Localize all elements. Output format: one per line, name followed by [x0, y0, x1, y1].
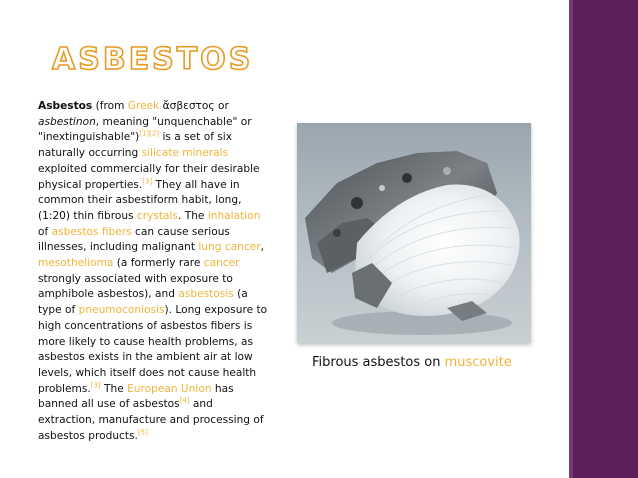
- ref-3[interactable]: [3]: [142, 176, 153, 185]
- ref-5[interactable]: [5]: [137, 428, 148, 437]
- article-paragraph: [38, 99, 270, 444]
- link-lung-cancer[interactable]: lung cancer: [198, 241, 261, 254]
- text-span: (from: [92, 100, 128, 112]
- text-span: The: [100, 382, 128, 395]
- ref-4[interactable]: [4]: [179, 396, 190, 405]
- link-muscovite[interactable]: muscovite: [444, 355, 512, 370]
- text-span: , meaning "unquenchable" or "inextinguishable"): [38, 115, 252, 144]
- link-greek[interactable]: Greek: [127, 100, 160, 112]
- text-span: is a set of six naturally occurring: [38, 131, 233, 160]
- text-span: has banned all use of asbestos: [38, 382, 234, 411]
- text-span: exploited commercially for their desirable physical properties.: [38, 162, 260, 191]
- ref-3b[interactable]: [3]: [90, 381, 101, 390]
- link-asbestos-fibers[interactable]: asbestos fibers: [51, 225, 132, 238]
- asbestos-photo: [297, 123, 531, 343]
- text-span: . The: [178, 209, 208, 222]
- slide-right-band: [569, 0, 638, 478]
- text-span: ἄσβεστος or: [159, 100, 229, 112]
- link-european-union[interactable]: European Union: [127, 382, 212, 395]
- text-span: can cause serious illnesses, including malignant: [38, 225, 230, 254]
- text-span: strongly associated with exposure to amphibole asbestos), and: [38, 272, 233, 301]
- figure-caption: [312, 355, 512, 370]
- ref-1-2[interactable]: [1][2]: [139, 129, 160, 138]
- link-mesothelioma[interactable]: mesothelioma: [38, 257, 114, 270]
- text-span: ,: [260, 241, 264, 254]
- slide-title: ASBESTOS: [52, 42, 254, 77]
- link-crystals[interactable]: crystals: [136, 209, 178, 222]
- text-span: and extraction, manufacture and processing of asbestos products.: [38, 398, 264, 442]
- term-asbestos: Asbestos: [38, 100, 93, 112]
- term-asbestinon: asbestinon: [38, 115, 96, 128]
- link-inhalation[interactable]: inhalation: [207, 209, 261, 222]
- text-span: ). Long exposure to high concentrations of asbestos fibers is more likely to cause health problems, as asbestos exists in the ambient air at low levels, which itself does not cause health problems.: [38, 304, 268, 395]
- text-span: (a formerly rare: [113, 257, 204, 270]
- link-cancer[interactable]: cancer: [203, 257, 240, 270]
- asbestos-mineral-photo-icon: [297, 123, 531, 343]
- link-pneumoconiosis[interactable]: pneumoconiosis: [78, 304, 165, 317]
- link-silicate-minerals[interactable]: silicate minerals: [141, 147, 229, 160]
- text-span: of: [38, 225, 52, 238]
- text-span: (a type of: [38, 288, 248, 317]
- link-asbestosis[interactable]: asbestosis: [178, 288, 234, 301]
- text-span: They all have in common their asbestiform habit, long, (1:20) thin fibrous: [38, 178, 242, 222]
- caption-text: Fibrous asbestos on: [312, 355, 445, 370]
